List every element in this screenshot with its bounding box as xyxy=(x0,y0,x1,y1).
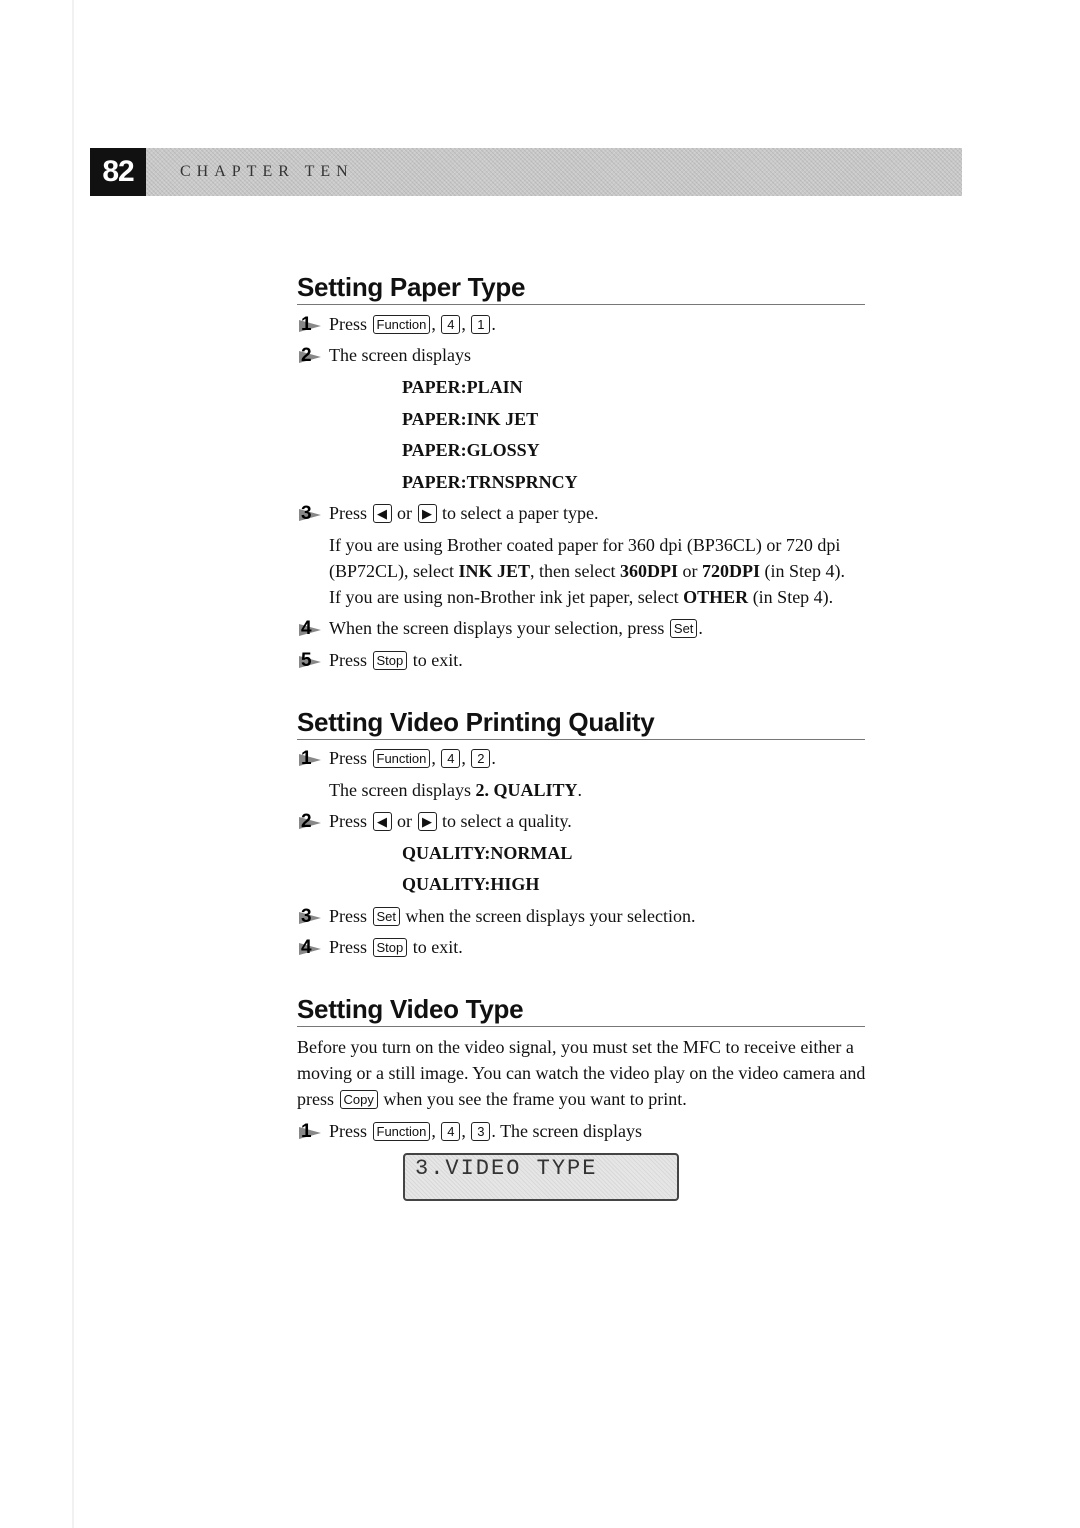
intro-line-2: moving or a still image. You can watch the video play on the video camera and xyxy=(297,1063,866,1083)
step-2-marker: 2 xyxy=(297,811,325,833)
option-paper-inkjet: PAPER:INK JET xyxy=(402,409,539,429)
intro-line-3: press Copy when you see the frame you want to print. xyxy=(297,1089,687,1109)
function-key: Function xyxy=(373,1122,431,1141)
key-4: 4 xyxy=(441,315,460,334)
screen-displays-quality: The screen displays 2. QUALITY. xyxy=(329,780,582,800)
left-arrow-key: ◀ xyxy=(373,812,392,831)
set-key: Set xyxy=(670,619,698,638)
chapter-label: CHAPTER TEN xyxy=(180,163,354,180)
step-4-marker: 4 xyxy=(297,618,325,640)
key-2: 2 xyxy=(471,749,490,768)
right-arrow-key: ▶ xyxy=(418,812,437,831)
page-edge xyxy=(72,0,74,1528)
note-select-dpi: (BP72CL), select INK JET, then select 360DPI or 720DPI (in Step 4). xyxy=(329,561,845,581)
option-paper-glossy: PAPER:GLOSSY xyxy=(402,440,540,460)
step-1-marker: 1 xyxy=(297,1121,325,1143)
step-2-text: The screen displays xyxy=(329,345,471,365)
option-paper-trnsprncy: PAPER:TRNSPRNCY xyxy=(402,472,578,492)
left-arrow-key: ◀ xyxy=(373,504,392,523)
step-3-text: Press Set when the screen displays your selection. xyxy=(329,906,696,926)
intro-line-1: Before you turn on the video signal, you must set the MFC to receive either a xyxy=(297,1037,854,1057)
stop-key: Stop xyxy=(373,938,408,957)
step-3-text: Press ◀ or ▶ to select a paper type. xyxy=(329,503,599,523)
step-1-text: Press Function , 4 , 3 . The screen displays xyxy=(329,1121,643,1141)
set-key: Set xyxy=(373,907,401,926)
note-non-brother: If you are using non-Brother ink jet paper, select OTHER (in Step 4). xyxy=(329,587,834,607)
option-quality-high: QUALITY:HIGH xyxy=(402,874,540,894)
key-1: 1 xyxy=(471,315,490,334)
step-1-marker: 1 xyxy=(297,748,325,770)
key-4: 4 xyxy=(441,1122,460,1141)
step-5-text: Press Stop to exit. xyxy=(329,650,463,670)
step-1-text: Press Function , 4 , 1 . xyxy=(329,314,496,334)
lcd-display xyxy=(403,1153,679,1201)
step-2-text: Press ◀ or ▶ to select a quality. xyxy=(329,811,572,831)
step-3-marker: 3 xyxy=(297,503,325,525)
function-key: Function xyxy=(373,315,431,334)
note-coated-paper: If you are using Brother coated paper for 360 dpi (BP36CL) or 720 dpi xyxy=(329,535,841,555)
section-title-video-type: Setting Video Type xyxy=(297,994,865,1027)
page-number: 82 xyxy=(90,148,146,196)
option-quality-normal: QUALITY:NORMAL xyxy=(402,843,573,863)
copy-key: Copy xyxy=(340,1090,378,1109)
step-4-marker: 4 xyxy=(297,937,325,959)
option-paper-plain: PAPER:PLAIN xyxy=(402,377,523,397)
key-3: 3 xyxy=(471,1122,490,1141)
step-1-marker: 1 xyxy=(297,314,325,336)
key-4: 4 xyxy=(441,749,460,768)
step-2-marker: 2 xyxy=(297,345,325,367)
section-title-video-quality: Setting Video Printing Quality xyxy=(297,707,865,740)
function-key: Function xyxy=(373,749,431,768)
section-title-paper-type: Setting Paper Type xyxy=(297,272,865,305)
right-arrow-key: ▶ xyxy=(418,504,437,523)
stop-key: Stop xyxy=(373,651,408,670)
step-4-text: When the screen displays your selection, press Set . xyxy=(329,618,703,638)
step-3-marker: 3 xyxy=(297,906,325,928)
lcd-text: 3.VIDEO TYPE xyxy=(415,1156,598,1181)
step-1-text: Press Function , 4 , 2 . xyxy=(329,748,496,768)
step-5-marker: 5 xyxy=(297,650,325,672)
step-4-text: Press Stop to exit. xyxy=(329,937,463,957)
